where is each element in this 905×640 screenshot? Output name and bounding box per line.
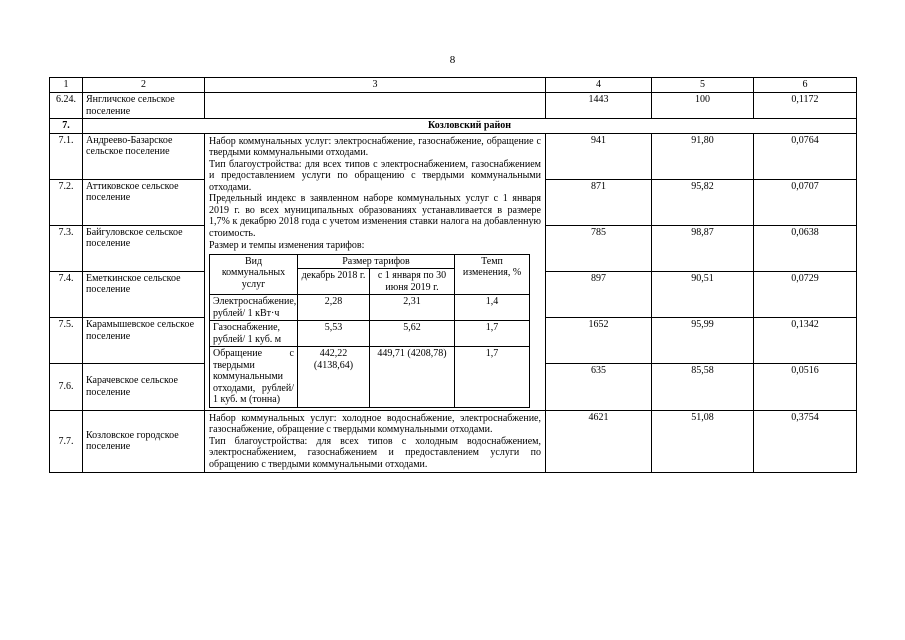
- tariff-size-header: Размер тарифов: [298, 254, 455, 269]
- col-number: 2: [83, 78, 205, 93]
- tariff-value: 5,62: [370, 321, 455, 347]
- value-cell: 941: [546, 133, 652, 179]
- value-cell: 4621: [546, 410, 652, 473]
- service-name: Газоснабжение, рублей/ 1 куб. м: [210, 321, 298, 347]
- settlement-name: Андреево-Базарское сельское поселение: [83, 133, 205, 179]
- settlement-name: Карамышевское сельское поселение: [83, 318, 205, 364]
- page-number: 8: [449, 54, 456, 66]
- table-row: [50, 410, 857, 473]
- service-name: Обращение с твердыми коммунальными отходами, рублей/ 1 куб. м (тонна): [210, 347, 298, 408]
- empty-cell: [205, 93, 546, 119]
- tariff-value: 2,31: [370, 295, 455, 321]
- value-cell: 897: [546, 271, 652, 317]
- inner-tariff-table: [209, 254, 530, 408]
- value-cell: 0,0638: [754, 225, 857, 271]
- january-header: с 1 января по 30 июня 2019 г.: [370, 269, 455, 295]
- value-cell: 785: [546, 225, 652, 271]
- amenities-type-text: Тип благоустройства: для всех типов с электроснабжением, газоснабжением и предоставлением услуги по обращению с твердыми коммунальными отходами.: [209, 158, 541, 193]
- tariff-value: 5,53: [298, 321, 370, 347]
- value-cell: 0,1172: [754, 93, 857, 119]
- service-type-header: Вид коммунальных услуг: [210, 254, 298, 295]
- tariff-intro-text: Размер и темпы изменения тарифов:: [209, 240, 365, 251]
- value-cell: 0,0764: [754, 133, 857, 179]
- settlement-name: Байгуловское сельское поселение: [83, 225, 205, 271]
- value-cell: 51,08: [652, 410, 754, 473]
- change-rate-header: Темп изменения, %: [455, 254, 530, 295]
- amenities-type-text: Тип благоустройства: для всех типов с холодным водоснабжением, электроснабжением, газоснабжением и предоставлением услуги по обращению с твердыми коммунальными отходами.: [209, 435, 541, 470]
- row-number: 7.1.: [50, 133, 83, 179]
- col-number: 1: [50, 78, 83, 93]
- value-cell: 0,0729: [754, 271, 857, 317]
- settlement-name: Козловское городское поселение: [83, 410, 205, 473]
- section-title: Козловский район: [83, 119, 857, 134]
- value-cell: 0,0516: [754, 364, 857, 410]
- row-number: 7.5.: [50, 318, 83, 364]
- row-number: 7.2.: [50, 179, 83, 225]
- tariff-value: 2,28: [298, 295, 370, 321]
- col-number: 3: [205, 78, 546, 93]
- tariff-row: [210, 321, 530, 347]
- services-set-text: Набор коммунальных услуг: холодное водоснабжение, электроснабжение, газоснабжение, обращение с твердыми коммунальными отходами.: [209, 412, 541, 435]
- value-cell: 95,82: [652, 179, 754, 225]
- table-row: [50, 93, 857, 119]
- row-number: 6.24.: [50, 93, 83, 119]
- value-cell: 95,99: [652, 318, 754, 364]
- col-number: 4: [546, 78, 652, 93]
- settlement-name: Еметкинское сельское поселение: [83, 271, 205, 317]
- value-cell: 635: [546, 364, 652, 410]
- services-set-text: Набор коммунальных услуг: электроснабжение, газоснабжение, обращение с твердыми коммунальными отходами.: [209, 135, 541, 158]
- value-cell: 98,87: [652, 225, 754, 271]
- value-cell: 0,0707: [754, 179, 857, 225]
- row-number: 7.6.: [50, 364, 83, 410]
- table-row: [50, 133, 857, 179]
- column-number-row: [50, 78, 857, 93]
- value-cell: 91,80: [652, 133, 754, 179]
- section-number: 7.: [50, 119, 83, 134]
- rate-value: 1,4: [455, 295, 530, 321]
- settlement-name: Янгличское сельское поселение: [83, 93, 205, 119]
- rate-value: 1,7: [455, 347, 530, 408]
- row-number: 7.3.: [50, 225, 83, 271]
- tariff-row: [210, 295, 530, 321]
- row-number: 7.7.: [50, 410, 83, 473]
- section-row: [50, 119, 857, 134]
- value-cell: 0,1342: [754, 318, 857, 364]
- value-cell: 871: [546, 179, 652, 225]
- value-cell: 1443: [546, 93, 652, 119]
- settlement-name: Аттиковское сельское поселение: [83, 179, 205, 225]
- tariff-row: [210, 347, 530, 408]
- index-text: Предельный индекс в заявленном наборе коммунальных услуг с 1 января 2019 г. во всех муниципальных образованиях устанавливается в размере 1,7% к декабрю 2018 года с учетом изменения ставки налога на добавленную стоимость.: [209, 193, 541, 239]
- tariff-table: [49, 77, 857, 473]
- col-number: 6: [754, 78, 857, 93]
- col-number: 5: [652, 78, 754, 93]
- service-name: Электроснабжение, рублей/ 1 кВт·ч: [210, 295, 298, 321]
- value-cell: 100: [652, 93, 754, 119]
- settlement-name: Карачевское сельское поселение: [83, 364, 205, 410]
- value-cell: 85,58: [652, 364, 754, 410]
- december-header: декабрь 2018 г.: [298, 269, 370, 295]
- services-description: [205, 410, 546, 473]
- value-cell: 0,3754: [754, 410, 857, 473]
- tariff-value: 449,71 (4208,78): [370, 347, 455, 408]
- value-cell: 1652: [546, 318, 652, 364]
- value-cell: 90,51: [652, 271, 754, 317]
- rate-value: 1,7: [455, 321, 530, 347]
- services-description: [205, 133, 546, 410]
- row-number: 7.4.: [50, 271, 83, 317]
- tariff-value: 442,22 (4138,64): [298, 347, 370, 408]
